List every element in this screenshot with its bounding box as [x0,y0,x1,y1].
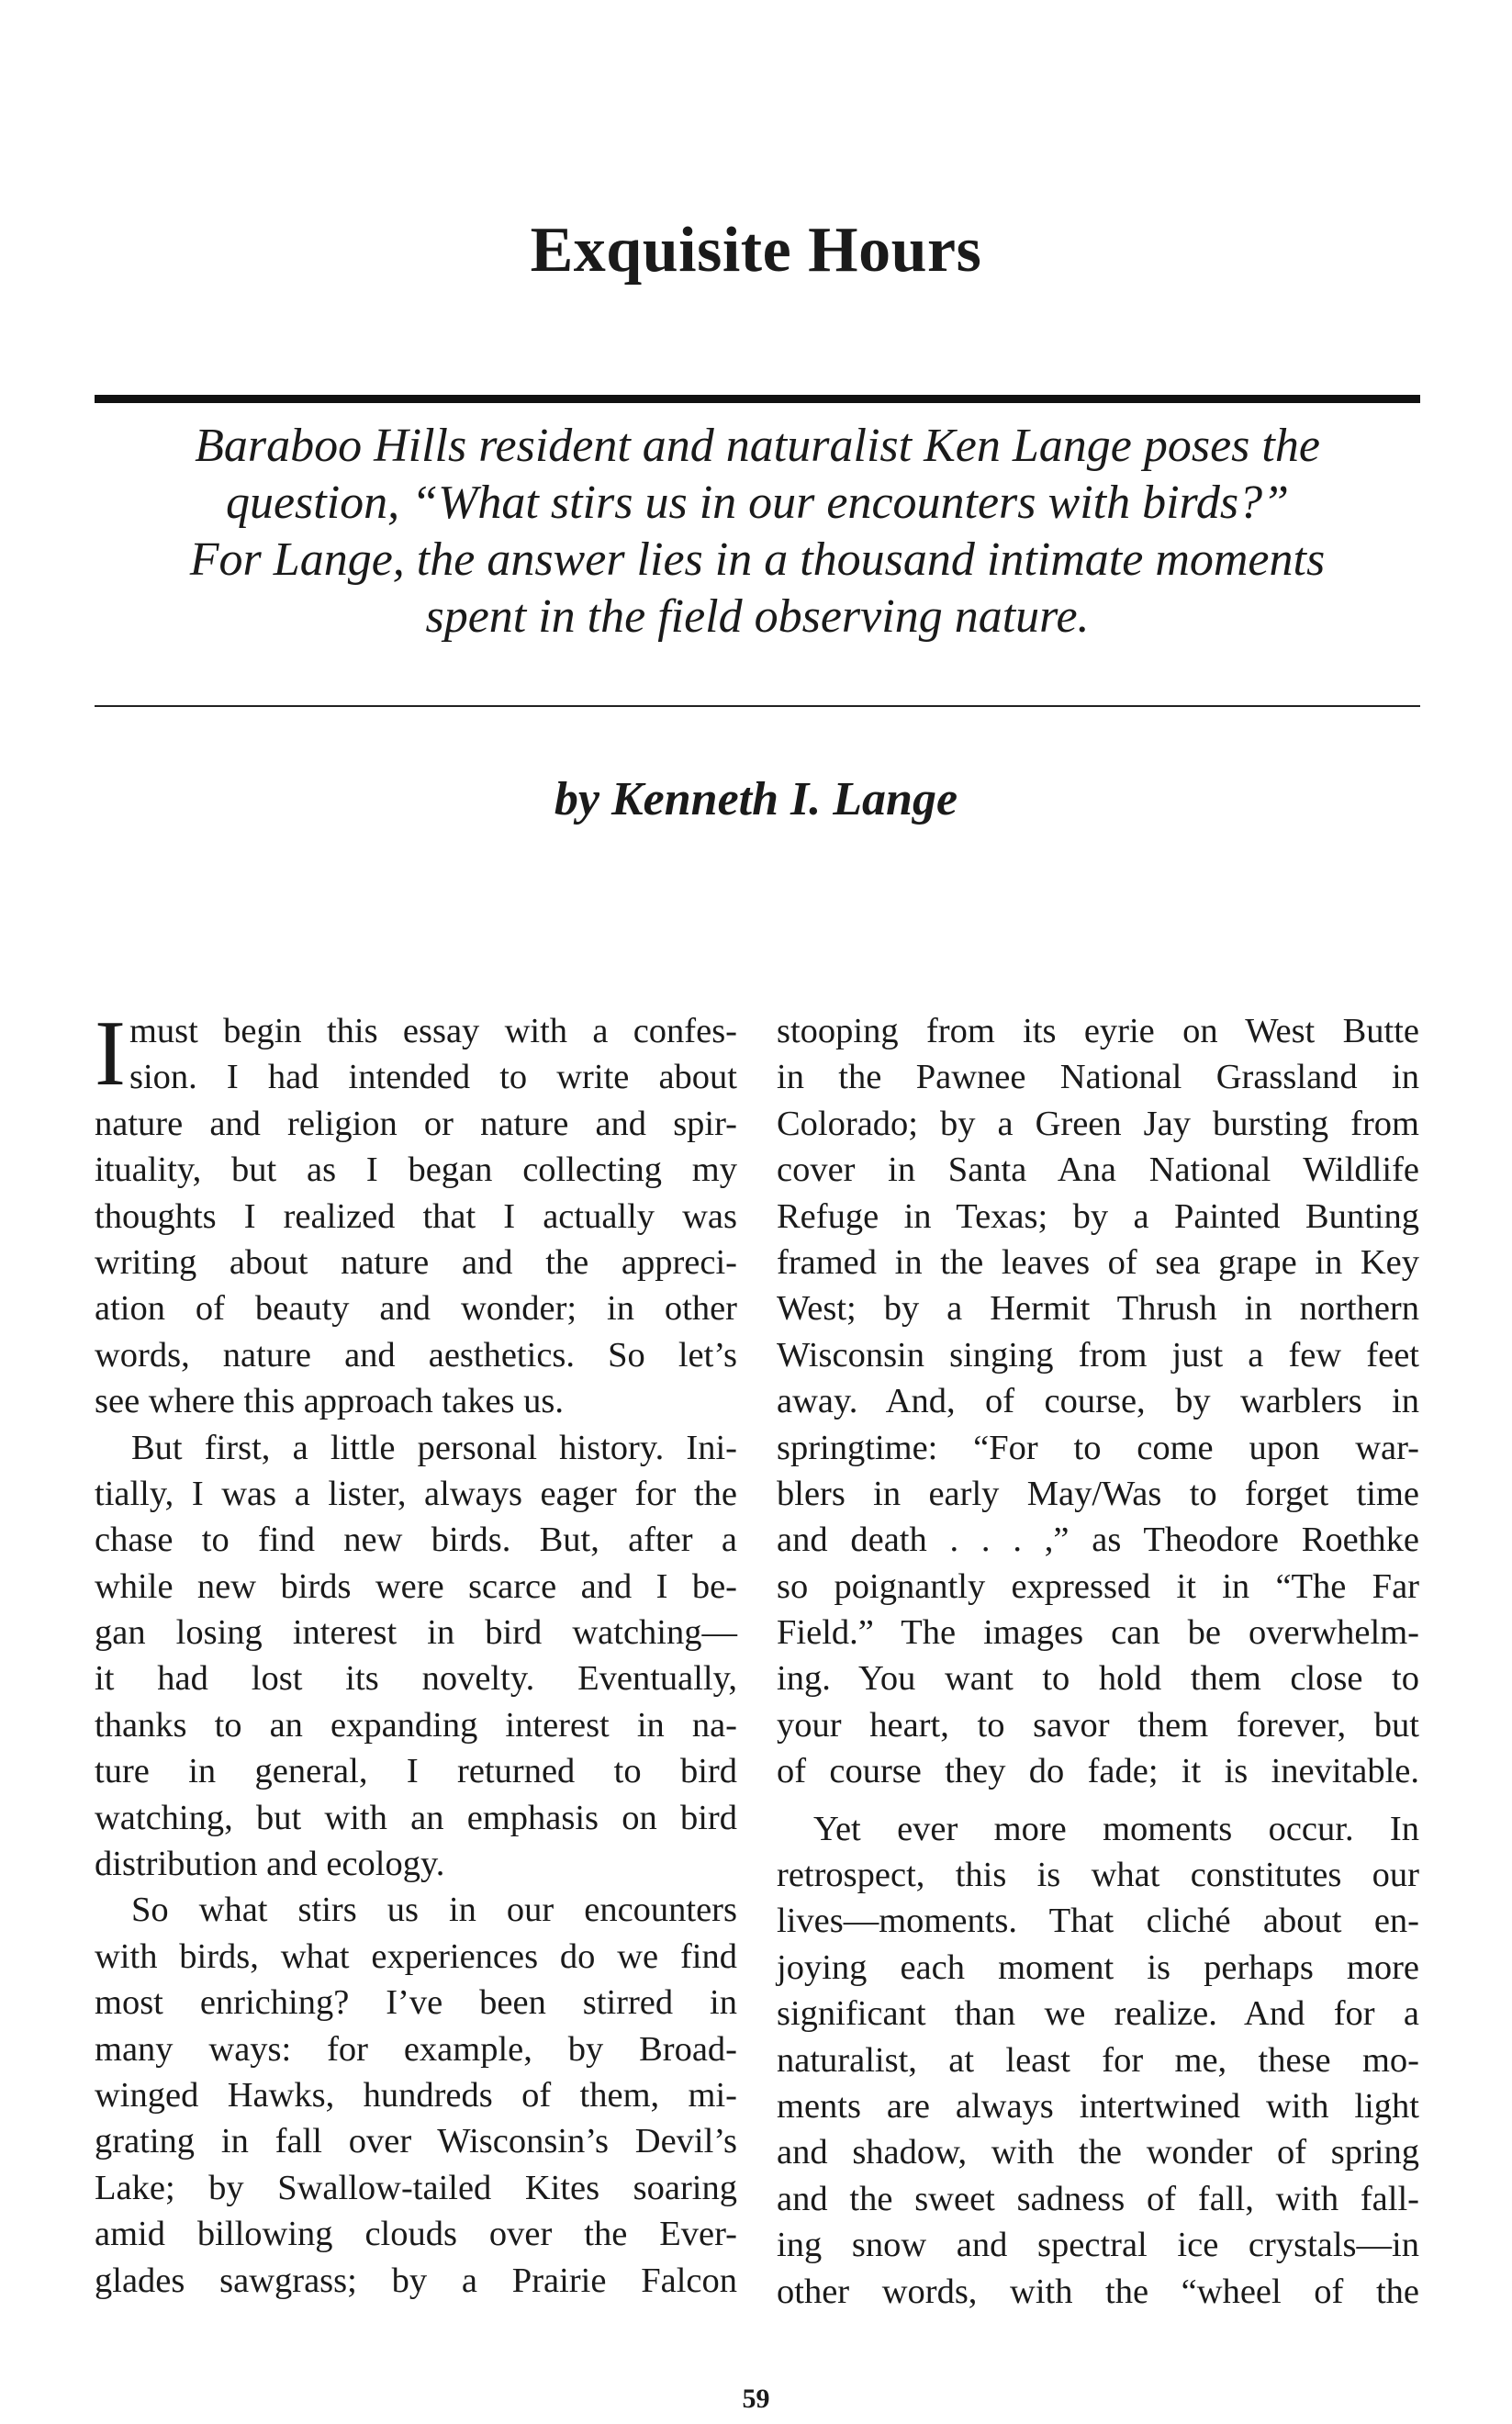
body-line: amid billowing clouds over the Ever- [95,2215,737,2254]
article-title: Exquisite Hours [530,215,982,286]
body-line: ing. You want to hold them close to [777,1659,1419,1699]
drop-cap: I [95,1002,126,1105]
body-line: in the Pawnee National Grassland in [777,1058,1419,1097]
body-line: But first, a little personal history. Ini- [131,1428,737,1467]
body-line: stooping from its eyrie on West Butte [777,1012,1419,1050]
body-line: joying each moment is perhaps more [777,1947,1419,1987]
body-line: naturalist, at least for me, these mo- [777,2040,1419,2080]
body-line: Field.” The images can be overwhelm- [777,1613,1419,1653]
body-line: and the sweet sadness of fall, with fall- [777,2179,1419,2218]
body-line: other words, with the “wheel of the [777,2272,1419,2311]
body-line: and death . . . ,” as Theodore Roethke [777,1521,1419,1560]
body-line: lives—moments. That cliché about en- [777,1902,1419,1941]
body-line: must begin this essay with a confes- [129,1012,737,1050]
byline: by Kenneth I. Lange [554,773,958,825]
body-line: distribution and ecology. [95,1845,445,1884]
body-line: grating in fall over Wisconsin’s Devil’s [95,2122,737,2161]
body-line: sion. I had intended to write about [129,1058,737,1097]
body-line: Wisconsin singing from just a few feet [777,1335,1419,1375]
body-line: ation of beauty and wonder; in other [95,1289,737,1329]
body-line: writing about nature and the appreci- [95,1242,737,1282]
body-line: gan losing interest in bird watching— [95,1613,737,1653]
body-line: cover in Santa Ana National Wildlife [777,1150,1419,1190]
thin-rule-bottom [95,705,1420,707]
page-number: 59 [742,2384,770,2414]
body-line: West; by a Hermit Thrush in northern [777,1289,1419,1329]
body-line: ituality, but as I began collecting my [95,1150,737,1190]
body-line: framed in the leaves of sea grape in Key [777,1242,1419,1282]
body-line: nature and religion or nature and spir- [95,1104,737,1143]
body-column-right [777,1008,1419,2315]
body-line: most enriching? I’ve been stirred in [95,1983,737,2023]
body-line: many ways: for example, by Broad- [95,2029,737,2069]
body-line: ing snow and spectral ice crystals—in [777,2226,1419,2265]
body-line: glades sawgrass; by a Prairie Falcon [95,2261,737,2300]
deck-line: Baraboo Hills resident and naturalist Ken Lange poses the [195,420,1320,472]
body-line: ments are always intertwined with light [777,2086,1419,2126]
body-line: thoughts I realized that I actually was [95,1196,737,1236]
body-line: ture in general, I returned to bird [95,1752,737,1791]
body-line: watching, but with an emphasis on bird [95,1798,737,1837]
body-line: it had lost its novelty. Eventually, [95,1659,737,1699]
article-deck [95,418,1420,645]
body-line: of course they do fade; it is inevitable. [777,1752,1419,1791]
body-line: see where this approach takes us. [95,1382,565,1421]
body-line: significant than we realize. And for a [777,1994,1419,2034]
body-line: Refuge in Texas; by a Painted Bunting [777,1196,1419,1236]
heavy-rule-top [95,395,1420,403]
body-line: springtime: “For to come upon war- [777,1428,1419,1467]
body-line: Lake; by Swallow-tailed Kites soaring [95,2168,737,2207]
deck-line: question, “What stirs us in our encounters with birds?” [225,477,1290,529]
deck-line: spent in the field observing nature. [425,590,1090,643]
body-line: tially, I was a lister, always eager for the [95,1474,737,1513]
body-line: with birds, what experiences do we find [95,1936,737,1976]
body-line: winged Hawks, hundreds of them, mi- [95,2075,737,2115]
body-line: retrospect, this is what constitutes our [777,1856,1419,1895]
deck-line: For Lange, the answer lies in a thousand intimate moments [189,533,1326,586]
body-line: blers in early May/Was to forget time [777,1474,1419,1513]
body-line: thanks to an expanding interest in na- [95,1705,737,1745]
body-line: Yet ever more moments occur. In [813,1809,1419,1848]
body-column-left [95,1002,737,2304]
body-line: while new birds were scarce and I be- [95,1566,737,1606]
paragraph-gap [777,1795,1419,1806]
body-line: So what stirs us in our encounters [131,1891,737,1930]
body-line: so poignantly expressed it in “The Far [777,1566,1419,1606]
body-line: and shadow, with the wonder of spring [777,2133,1419,2172]
body-line: your heart, to savor them forever, but [777,1705,1419,1745]
body-line: Colorado; by a Green Jay bursting from [777,1104,1419,1143]
body-line: words, nature and aesthetics. So let’s [95,1335,737,1375]
body-line: away. And, of course, by warblers in [777,1382,1419,1421]
body-line: chase to find new birds. But, after a [95,1521,737,1560]
opening-paragraph [95,1002,737,1105]
